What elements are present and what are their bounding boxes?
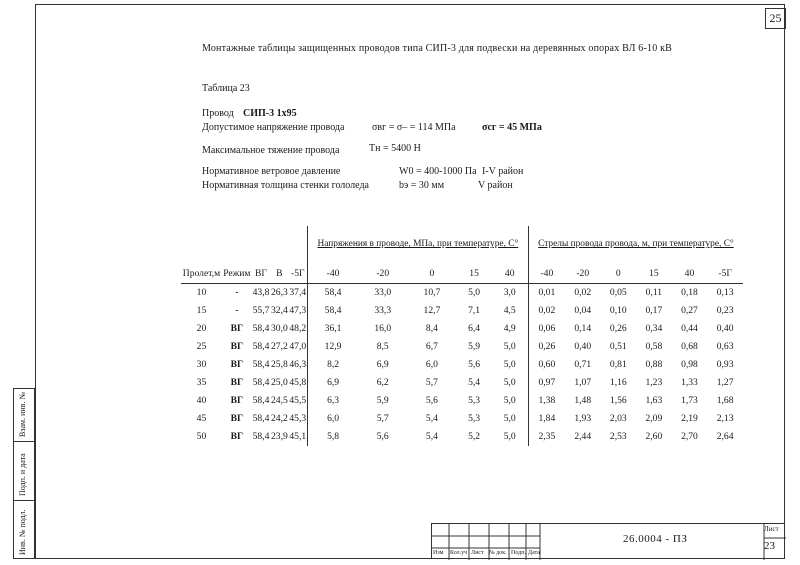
- table-cell: 0,63: [716, 341, 734, 353]
- table-cell: 1,23: [645, 377, 663, 389]
- table-cell: 2,19: [681, 413, 698, 425]
- table-cell: 0,17: [645, 305, 663, 317]
- table-cell: 0,60: [528, 356, 565, 374]
- table-cell: 5,4: [425, 413, 438, 425]
- header-cell: Пролет,м: [181, 264, 222, 284]
- table-row: [181, 356, 743, 374]
- table-cell: 58,4: [252, 359, 270, 371]
- table-cell: 45,8: [289, 377, 307, 389]
- table-cell: 0,06: [528, 320, 565, 338]
- table-cell: 5,0: [503, 341, 516, 353]
- table-cell: 5,6: [425, 395, 438, 407]
- ice-thickness-label: Нормативная толщина стенки гололеда: [202, 180, 369, 191]
- side-label-replace: Взам. инв. №: [18, 391, 27, 437]
- table-cell: 1,63: [645, 395, 663, 407]
- table-cell: 5,0: [468, 287, 481, 299]
- table-cell: 6,0: [425, 359, 438, 371]
- table-cell: 0,23: [716, 305, 734, 317]
- table-cell: 5,9: [468, 341, 481, 353]
- table-cell: 6,9: [376, 359, 389, 371]
- table-cell: 5,7: [376, 413, 389, 425]
- stamp-col-label: Лист: [471, 550, 484, 556]
- table-cell: 25: [196, 341, 207, 353]
- header-cell: 0: [407, 264, 456, 284]
- table-cell: ВГ: [230, 359, 244, 371]
- table-cell: 47,0: [289, 341, 307, 353]
- table-cell: 5,0: [503, 431, 516, 443]
- table-cell: 0,93: [716, 359, 734, 371]
- allowed-stress-value-1: σвг = σ– = 114 МПа: [372, 122, 456, 133]
- ice-region: V район: [478, 180, 513, 191]
- header-cell: -40: [307, 264, 358, 284]
- stamp-col-label: Дата: [528, 550, 540, 556]
- table-cell: 12,7: [423, 305, 441, 317]
- table-cell: -: [235, 305, 239, 317]
- table-cell: 5,6: [468, 359, 481, 371]
- allowed-stress-label: Допустимое напряжение провода: [202, 122, 345, 133]
- table-cell: 0,71: [574, 359, 592, 371]
- table-cell: -: [235, 287, 239, 299]
- table-cell: 4,9: [503, 323, 516, 335]
- table-cell: 5,8: [307, 428, 358, 446]
- table-row: [181, 374, 743, 392]
- table-cell: 0,11: [645, 287, 663, 299]
- table-cell: 16,0: [374, 323, 392, 335]
- table-cell: 2,60: [645, 431, 663, 443]
- table-row: [181, 410, 743, 428]
- table-cell: 40: [196, 395, 207, 407]
- table-cell: 58,4: [252, 377, 270, 389]
- table-cell: 1,93: [574, 413, 592, 425]
- table-cell: 5,2: [468, 431, 481, 443]
- table-cell: 0,81: [609, 359, 627, 371]
- table-cell: 1,07: [574, 377, 592, 389]
- table-cell: 15: [196, 305, 207, 317]
- wire-label: Провод: [202, 108, 234, 119]
- table-cell: 8,5: [376, 341, 389, 353]
- table-cell: 0,02: [528, 302, 565, 320]
- table-cell: 6,3: [307, 392, 358, 410]
- table-cell: 5,0: [503, 395, 516, 407]
- table-cell: 46,3: [289, 359, 307, 371]
- table-cell: 8,2: [307, 356, 358, 374]
- table-cell: 2,35: [528, 428, 565, 446]
- table-cell: 2,70: [681, 431, 698, 443]
- table-cell: 1,48: [574, 395, 592, 407]
- wind-pressure-label: Нормативное ветровое давление: [202, 166, 341, 177]
- table-cell: 1,73: [681, 395, 698, 407]
- table-row: [181, 302, 743, 320]
- table-cell: 45,1: [289, 431, 307, 443]
- table-cell: 6,7: [425, 341, 438, 353]
- table-row: [181, 338, 743, 356]
- table-cell: 25,0: [270, 377, 288, 389]
- header-cell: ВГ: [252, 264, 270, 284]
- table-cell: 10: [196, 287, 207, 299]
- table-cell: 50: [196, 431, 207, 443]
- table-cell: 58,4: [252, 323, 270, 335]
- header-cell: В: [270, 264, 288, 284]
- table-cell: 5,4: [425, 431, 438, 443]
- table-cell: 0,98: [681, 359, 698, 371]
- table-cell: 1,56: [609, 395, 627, 407]
- table-cell: 0,14: [574, 323, 592, 335]
- header-cell: -5Г: [707, 264, 743, 284]
- table-cell: 1,38: [528, 392, 565, 410]
- document-title: Монтажные таблицы защищенных проводов типа СИП-3 для подвески на деревянных опорах ВЛ 6-10 кВ: [202, 43, 673, 54]
- table-cell: 20: [196, 323, 207, 335]
- table-cell: 5,3: [468, 395, 481, 407]
- header-cell: -5Г: [289, 264, 308, 284]
- table-cell: 2,09: [645, 413, 663, 425]
- table-cell: 0,26: [528, 338, 565, 356]
- table-cell: 1,84: [528, 410, 565, 428]
- stamp-col-label: Кол.уч: [450, 550, 468, 556]
- table-cell: ВГ: [230, 323, 244, 335]
- table-cell: 5,9: [376, 395, 389, 407]
- table-cell: 0,58: [645, 341, 663, 353]
- table-cell: 58,4: [252, 413, 270, 425]
- table-cell: 2,53: [609, 431, 627, 443]
- table-cell: 30,0: [270, 323, 288, 335]
- table-cell: 6,9: [307, 374, 358, 392]
- table-cell: 36,1: [307, 320, 358, 338]
- table-cell: 33,0: [374, 287, 392, 299]
- table-group-header-row: [181, 226, 743, 264]
- table-cell: 35: [196, 377, 207, 389]
- table-cell: 23,9: [270, 431, 288, 443]
- document-code: 26.0004 - ПЗ: [623, 533, 688, 545]
- table-cell: 0,27: [681, 305, 698, 317]
- table-cell: 0,40: [574, 341, 592, 353]
- table-row: [181, 320, 743, 338]
- table-cell: 0,40: [716, 323, 734, 335]
- table-cell: 0,44: [681, 323, 698, 335]
- table-cell: 7,1: [468, 305, 481, 317]
- header-cell: 15: [457, 264, 492, 284]
- table-cell: 2,13: [716, 413, 734, 425]
- table-cell: 27,2: [270, 341, 288, 353]
- max-tension-label: Максимальное тяжение провода: [202, 145, 340, 156]
- header-cell: 40: [672, 264, 708, 284]
- table-cell: 26,3: [270, 287, 288, 299]
- table-cell: 45,3: [289, 413, 307, 425]
- header-cell: -20: [565, 264, 601, 284]
- title-block-stamp: [431, 523, 785, 559]
- table-header-row: [181, 264, 743, 284]
- table-row: [181, 428, 743, 446]
- stamp-col-label: Изм: [433, 550, 444, 556]
- group-header-sag: Стрелы провода провода, м, при температуре, С°: [528, 226, 743, 264]
- table-cell: 0,26: [609, 323, 627, 335]
- table-cell: 5,0: [503, 377, 516, 389]
- table-cell: 12,9: [307, 338, 358, 356]
- table-row: [181, 392, 743, 410]
- table-cell: 6,4: [468, 323, 481, 335]
- table-cell: 6,0: [307, 410, 358, 428]
- table-cell: 1,27: [716, 377, 734, 389]
- table-cell: 5,3: [468, 413, 481, 425]
- table-cell: 55,7: [252, 305, 270, 317]
- table-cell: 0,51: [609, 341, 627, 353]
- header-cell: 15: [636, 264, 672, 284]
- table-cell: 0,18: [681, 287, 698, 299]
- side-label-signature: Подп. и дата: [18, 453, 27, 496]
- table-cell: 0,34: [645, 323, 663, 335]
- header-cell: -40: [528, 264, 565, 284]
- header-cell: 0: [601, 264, 637, 284]
- table-cell: ВГ: [230, 413, 244, 425]
- table-cell: 58,4: [307, 302, 358, 320]
- table-cell: 0,05: [609, 287, 627, 299]
- table-cell: ВГ: [230, 431, 244, 443]
- table-cell: 24,5: [270, 395, 288, 407]
- table-cell: 3,0: [503, 287, 516, 299]
- allowed-stress-value-2: σсг = 45 МПа: [482, 122, 542, 133]
- table-cell: 37,4: [289, 287, 307, 299]
- table-cell: 58,4: [307, 283, 358, 302]
- max-tension-value: Тн = 5400 Н: [369, 143, 421, 154]
- installation-table: [181, 226, 743, 446]
- table-cell: 10,7: [423, 287, 441, 299]
- table-cell: 0,02: [574, 287, 592, 299]
- table-cell: 30: [196, 359, 207, 371]
- sheet-number: 23: [764, 540, 775, 552]
- header-cell: 40: [492, 264, 529, 284]
- table-cell: 1,33: [681, 377, 698, 389]
- table-cell: 32,4: [270, 305, 288, 317]
- table-cell: 0,88: [645, 359, 663, 371]
- table-cell: 5,6: [376, 431, 389, 443]
- table-cell: ВГ: [230, 341, 244, 353]
- table-cell: 6,2: [376, 377, 389, 389]
- sheet-label: Лист: [764, 525, 779, 533]
- table-cell: 48,2: [289, 323, 307, 335]
- side-label-inventory: Инв. № подл.: [18, 509, 27, 555]
- table-cell: 5,0: [503, 359, 516, 371]
- table-cell: 1,68: [716, 395, 734, 407]
- table-cell: 33,3: [374, 305, 392, 317]
- header-cell: -20: [358, 264, 407, 284]
- table-cell: 58,4: [252, 395, 270, 407]
- stamp-grid: [432, 524, 786, 560]
- table-cell: ВГ: [230, 395, 244, 407]
- table-cell: ВГ: [230, 377, 244, 389]
- table-cell: 0,01: [528, 283, 565, 302]
- table-cell: 1,16: [609, 377, 627, 389]
- corner-page-number: 25: [765, 8, 786, 29]
- wind-region: I-V район: [482, 166, 524, 177]
- table-cell: 24,2: [270, 413, 288, 425]
- table-cell: 0,13: [716, 287, 734, 299]
- table-cell: 45: [196, 413, 207, 425]
- table-row: [181, 283, 743, 302]
- table-cell: 45,5: [289, 395, 307, 407]
- stamp-col-label: Подп.: [511, 550, 526, 556]
- table-cell: 0,04: [574, 305, 592, 317]
- table-cell: 58,4: [252, 431, 270, 443]
- table-cell: 0,68: [681, 341, 698, 353]
- ice-thickness-value: bэ = 30 мм: [399, 180, 445, 191]
- wind-pressure-value: W0 = 400-1000 Па: [399, 166, 477, 177]
- table-cell: 4,5: [503, 305, 516, 317]
- table-label: Таблица 23: [202, 83, 250, 94]
- table-cell: 47,3: [289, 305, 307, 317]
- table-cell: 43,8: [252, 287, 270, 299]
- wire-value: СИП-3 1х95: [243, 108, 297, 119]
- table-cell: 2,44: [574, 431, 592, 443]
- table-cell: 25,8: [270, 359, 288, 371]
- table-cell: 5,0: [503, 413, 516, 425]
- table-body: [181, 283, 743, 446]
- table-cell: 8,4: [425, 323, 438, 335]
- group-header-stress: Напряжения в проводе, МПа, при температуре, С°: [307, 226, 528, 264]
- table-cell: 0,10: [609, 305, 627, 317]
- table-cell: 58,4: [252, 341, 270, 353]
- table-cell: 2,64: [716, 431, 734, 443]
- table-cell: 0,97: [528, 374, 565, 392]
- header-cell: Режим: [222, 264, 252, 284]
- table-cell: 5,4: [468, 377, 481, 389]
- table-cell: 5,7: [425, 377, 438, 389]
- stamp-col-label: № док.: [489, 550, 507, 556]
- table-cell: 2,03: [609, 413, 627, 425]
